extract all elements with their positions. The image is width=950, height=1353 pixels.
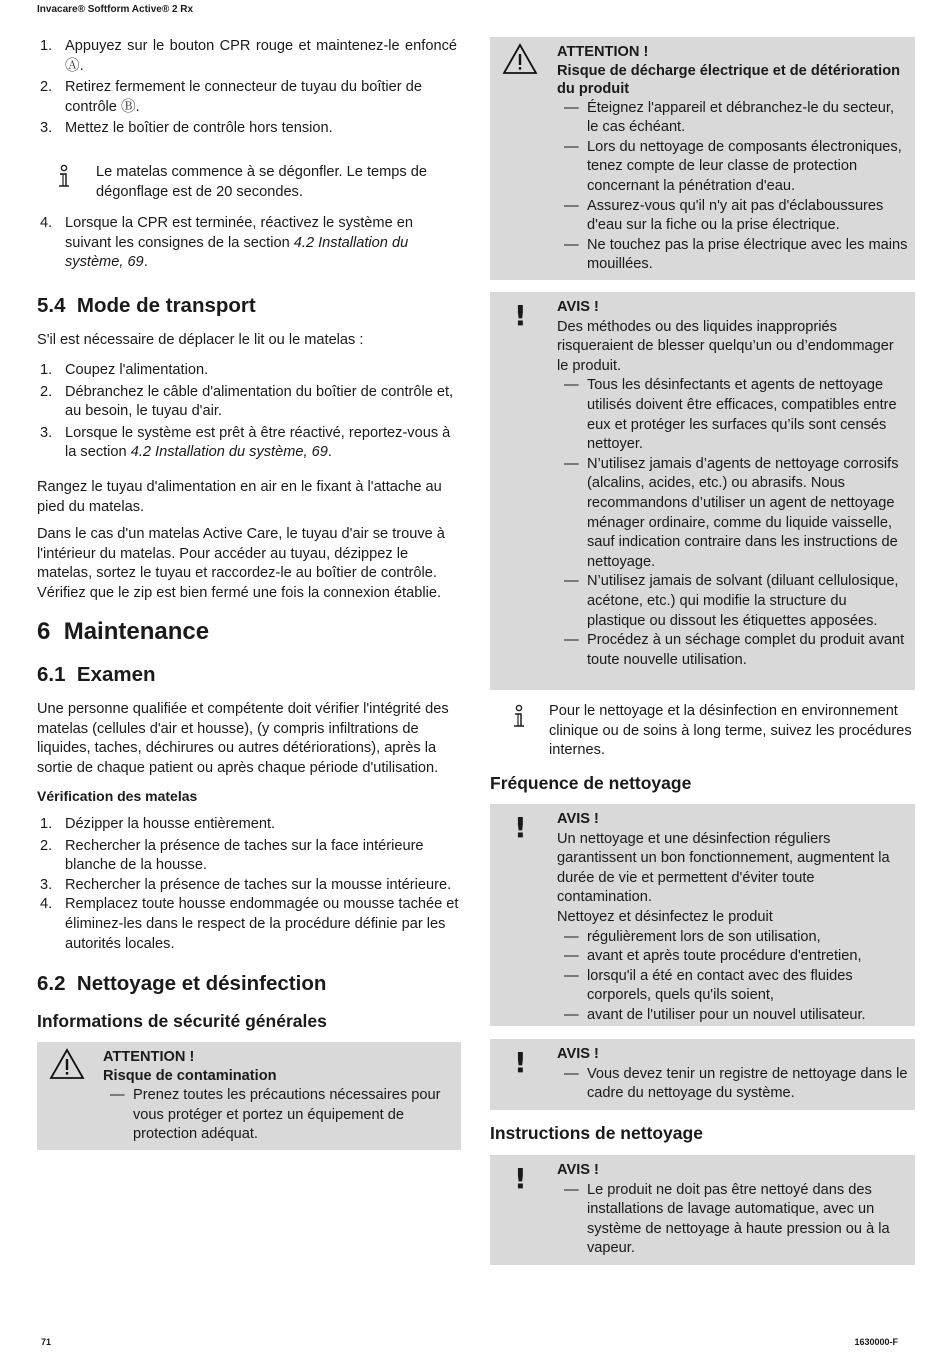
cpr-steps [37,37,457,139]
list-item: — N’utilisez jamais d’agents de nettoyage corrosifs (alcalins, acides, etc.) ou abrasifs. Nous recommandons d’utiliser un agent de nettoyage ménager ordinaire, comme du liquide vaisselle, sauf indication contraire dans les instructions de nettoyage. [564,455,899,570]
exclamation-icon: ! [514,1046,527,1079]
cleaning-instructions-heading: Instructions de nettoyage [490,1123,703,1143]
notice-content [557,1045,909,1104]
info-icon [56,164,72,197]
notice-label: AVIS ! [557,1162,599,1178]
document-number: 1630000-F [854,1337,898,1347]
cross-reference-link[interactable]: 4.2 Installation du système, 69 [65,234,409,271]
notice-label: AVIS ! [557,1046,599,1062]
section-6-2-heading: 6.2 Nettoyage et désinfection [37,972,327,995]
list-item: — N’utilisez jamais de solvant (diluant cellulosique, acétone, etc.) qui modifie la structure du plastique ou dissout les étiquettes apposées. [564,573,899,629]
list-item: — Procédez à un séchage complet du produit avant toute nouvelle utilisation. [564,632,905,668]
list-item: 3. Mettez le boîtier de contrôle hors tension. [40,120,333,137]
cross-reference-link[interactable]: 4.2 Installation du système, 69 [130,444,328,461]
notice-list [557,376,909,670]
list-item: 3. Rechercher la présence de taches sur la mousse intérieure. [40,876,452,893]
notice-box-instructions [490,1155,915,1265]
list-item: 1. Dézipper la housse entièrement. [40,816,276,832]
attention-list [557,99,909,275]
left-column [37,37,457,139]
list-item: 4. Lorsque la CPR est terminée, réactivez le système en suivant les consignes de la section 4.2 Installation du système, 69. [40,215,413,271]
transport-list [37,361,457,463]
attention-content [103,1048,455,1145]
list-item: 2. Rechercher la présence de taches sur la face intérieure blanche de la housse. [40,837,424,874]
s61-paragraph: Une personne qualifiée et compétente doit vérifier l'intégrité des matelas (cellules d'air et housse), (y compris infiltrations de liquides, taches, déchirures ou autres détériorations), après la sortie de chaque patient ou après chaque période d'utilisation. [37,701,449,776]
list-item: — Assurez-vous qu'il n'y ait pas d'éclaboussures d'eau sur la fiche ou la prise électrique. [564,197,884,234]
verification-list [37,815,459,954]
s54-intro: S'il est nécessaire de déplacer le lit ou le matelas : [37,332,364,348]
warning-triangle-icon [502,43,538,82]
section-6-1-heading: 6.1 Examen [37,663,156,686]
list-item: — Prenez toutes les précautions nécessaires pour vous protéger et portez un équipement de protection adéquat. [110,1087,441,1143]
notice-list [557,928,909,1026]
list-item: — lorsqu'il a été en contact avec des fluides corporels, quels qu'ils soient, [564,967,853,1004]
page-number: 71 [41,1337,52,1347]
s54-paragraph-1: Rangez le tuyau d'alimentation en air en le fixant à l'attache au pied du matelas. [37,479,442,515]
notice-content [557,1161,909,1259]
list-item: 3. Lorsque le système est prêt à être réactivé, reportez-vous à la section 4.2 Installation du système, 69. [40,424,451,461]
attention-box-electric [490,37,915,280]
running-header: Invacare® Softform Active® 2 Rx [37,4,194,15]
cleaning-frequency-heading: Fréquence de nettoyage [490,773,692,793]
list-item: 2. Débranchez le câble d'alimentation du boîtier de contrôle et, au besoin, le tuyau d'air. [40,383,454,420]
attention-label: ATTENTION ! [557,44,649,60]
notice-text: Des méthodes ou des liquides inappropriés risqueraient de blesser quelqu’un ou d’endommager le produit. [557,318,894,374]
step-4 [37,214,457,273]
cpr-steps-cont [37,214,457,273]
notice-box-frequency [490,804,915,1026]
list-item: — Lors du nettoyage de composants électroniques, tenez compte de leur classe de protection concernant la pénétration d'eau. [564,138,902,194]
exclamation-icon: ! [514,811,527,844]
notice-box-register [490,1039,915,1110]
notice-label: AVIS ! [557,811,599,827]
list-item: — régulièrement lors de son utilisation, [564,928,821,945]
info-deflate-text: Le matelas commence à se dégonfler. Le temps de dégonflage est de 20 secondes. [96,164,427,200]
safety-info-heading: Informations de sécurité générales [37,1011,327,1031]
notice-content [557,298,909,670]
list-item: 1. Appuyez sur le bouton CPR rouge et maintenez-le enfoncé Ⓐ. [40,38,457,74]
warning-triangle-icon [49,1048,85,1087]
verification-steps [37,815,459,954]
attention-risk: Risque de contamination [103,1067,277,1084]
attention-list [103,1086,455,1145]
notice-text: Un nettoyage et une désinfection réguliers garantissent un bon fonctionnement, augmentent la durée de vie et permettent d'éviter toute contamination. [557,830,890,906]
notice-text-2: Nettoyez et désinfectez le produit [557,908,773,925]
notice-list [557,1065,909,1104]
list-item: — Vous devez tenir un registre de nettoyage dans le cadre du nettoyage du système. [564,1065,908,1102]
exclamation-icon: ! [514,1162,527,1195]
attention-box-contamination [37,1042,461,1150]
notice-box-methods [490,292,915,690]
section-5-4-heading: 5.4 Mode de transport [37,294,256,317]
transport-steps [37,361,457,463]
section-6-heading: 6 Maintenance [37,618,210,645]
verification-heading: Vérification des matelas [37,788,198,804]
notice-label: AVIS ! [557,299,599,315]
attention-content [557,43,909,275]
list-item: — avant et après toute procédure d'entretien, [564,948,862,965]
attention-label: ATTENTION ! [103,1049,195,1065]
s54-paragraph-2: Dans le cas d'un matelas Active Care, le tuyau d'air se trouve à l'intérieur du matelas. Pour accéder au tuyau, dézippez le matelas, sortez le tuyau et raccordez-le au boîtier de contrôle. Vérifiez que le zip est bien fermé une fois la connexion établie. [37,526,445,601]
list-item: 2. Retirez fermement le connecteur de tuyau du boîtier de contrôle Ⓑ. [40,79,422,115]
attention-risk: Risque de décharge électrique et de détérioration du produit [557,62,901,98]
list-item: — Ne touchez pas la prise électrique avec les mains mouillées. [564,236,908,273]
list-item: — Éteignez l'appareil et débranchez-le du secteur, le cas échéant. [564,99,895,136]
notice-list [557,1181,909,1259]
info-clinic-text: Pour le nettoyage et la désinfection en environnement clinique ou de soins à long terme, suivez les procédures internes. [549,703,912,759]
list-item: — Tous les désinfectants et agents de nettoyage utilisés doivent être efficaces, compatibles entre eux et protéger les surfaces qu’ils sont censés nettoyer. [564,377,897,453]
list-item: — Le produit ne doit pas être nettoyé dans des installations de lavage automatique, avec un système de nettoyage à haute pression ou à la vapeur. [564,1181,890,1257]
exclamation-icon: ! [514,299,527,332]
list-item: 1. Coupez l'alimentation. [40,362,209,378]
list-item: 4. Remplacez toute housse endommagée ou mousse tachée et éliminez-les dans le respect de la procédure définie par les autorités locales. [40,896,459,952]
list-item: — avant de l'utiliser pour un nouvel utilisateur. [564,1006,866,1023]
notice-content [557,810,909,1026]
info-icon [511,704,527,737]
